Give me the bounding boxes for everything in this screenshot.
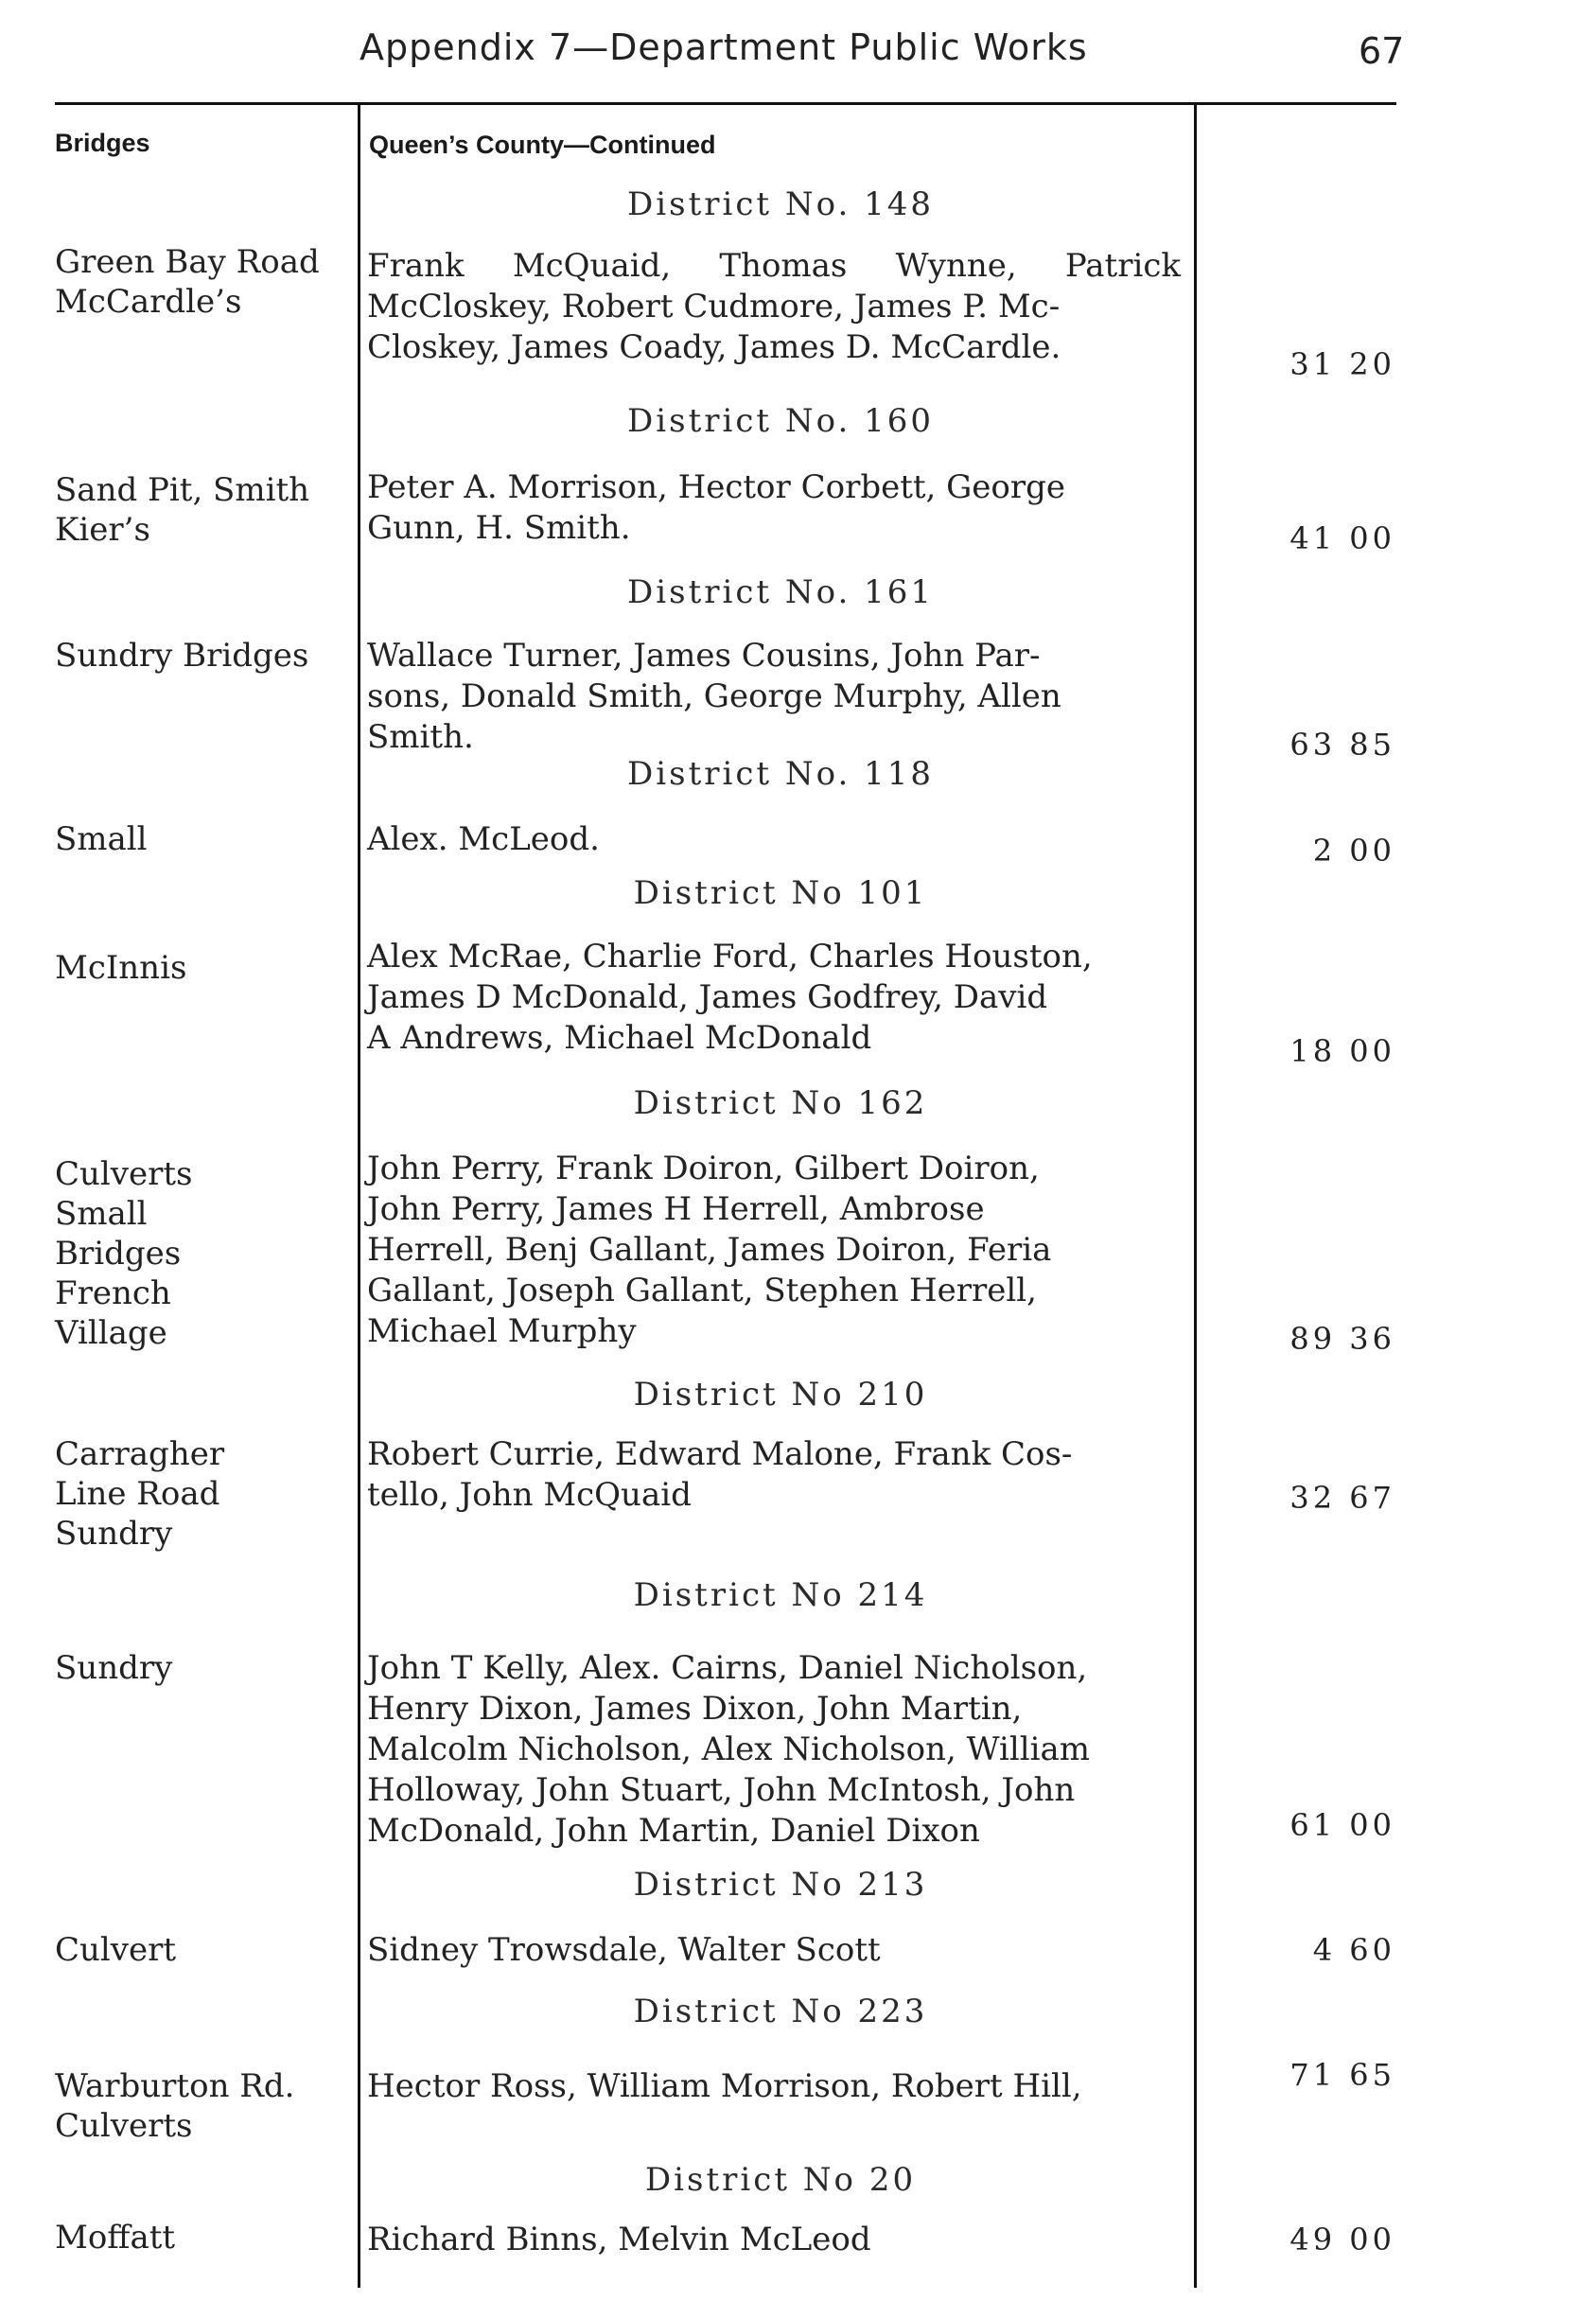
worker-names: Robert Currie, Edward Malone, Frank Cos- tello, John McQuaid bbox=[367, 1435, 1073, 1514]
bridge-name: Green Bay Road McCardle’s bbox=[55, 243, 320, 321]
amount: 61 00 bbox=[1289, 1807, 1395, 1843]
worker-names: Frank McQuaid, Thomas Wynne, Patrick McCloskey, Robert Cudmore, James P. Mc- Closkey, James Coady, James D. McCardle. bbox=[367, 247, 1181, 366]
district-heading: District No. 118 bbox=[626, 755, 935, 793]
bridge-name: Small bbox=[55, 820, 148, 858]
district-heading: District No 223 bbox=[633, 1993, 928, 2030]
county-column-heading: Queen’s County—Continued bbox=[369, 131, 716, 159]
worker-names: Alex McRae, Charlie Ford, Charles Houston, James D McDonald, James Godfrey, David A Andrews, Michael McDonald bbox=[367, 938, 1093, 1057]
amount: 32 67 bbox=[1289, 1480, 1395, 1516]
amount: 4 60 bbox=[1312, 1932, 1395, 1968]
worker-names: Alex. McLeod. bbox=[367, 820, 600, 858]
worker-names: Sidney Trowsdale, Walter Scott bbox=[367, 1931, 881, 1969]
worker-names: Peter A. Morrison, Hector Corbett, George Gunn, H. Smith. bbox=[367, 468, 1066, 547]
bridge-name: Sundry bbox=[55, 1649, 173, 1687]
page-header: Appendix 7—Department Public Works bbox=[360, 26, 1088, 68]
bridge-name: Carragher Line Road Sundry bbox=[55, 1435, 225, 1553]
district-heading: District No 213 bbox=[633, 1866, 928, 1904]
worker-names: John Perry, Frank Doiron, Gilbert Doiron, John Perry, James H Herrell, Ambrose Herrell, Benj Gallant, James Doiron, Feria Gallant, Joseph Gallant, Stephen Herrell, Michael Murphy bbox=[367, 1150, 1052, 1350]
amount: 41 00 bbox=[1289, 520, 1395, 556]
district-heading: District No 210 bbox=[633, 1376, 928, 1414]
amount: 31 20 bbox=[1289, 346, 1395, 382]
amount: 71 65 bbox=[1289, 2057, 1395, 2093]
bridge-name: Moffatt bbox=[55, 2219, 176, 2257]
amount: 18 00 bbox=[1289, 1033, 1395, 1069]
worker-names: John T Kelly, Alex. Cairns, Daniel Nicholson, Henry Dixon, James Dixon, John Martin, Malcolm Nicholson, Alex Nicholson, William Holloway, John Stuart, John McIntosh, John McDonald, John Martin, Daniel Dixon bbox=[367, 1649, 1090, 1850]
district-heading: District No. 161 bbox=[626, 573, 935, 611]
district-heading: District No. 148 bbox=[626, 185, 935, 223]
column-divider-left bbox=[358, 102, 360, 2288]
district-heading: District No 101 bbox=[633, 874, 928, 912]
bridges-column-heading: Bridges bbox=[55, 129, 150, 157]
worker-names: Hector Ross, William Morrison, Robert Hill, bbox=[367, 2067, 1082, 2105]
bridge-name: Sand Pit, Smith Kier’s bbox=[55, 471, 310, 549]
amount: 49 00 bbox=[1289, 2222, 1395, 2257]
amount: 63 85 bbox=[1289, 727, 1395, 763]
bridge-name: Culverts Small Bridges French Village bbox=[55, 1155, 193, 1352]
district-heading: District No 20 bbox=[644, 2161, 917, 2199]
page-number: 67 bbox=[1359, 30, 1405, 72]
amount: 2 00 bbox=[1312, 833, 1395, 869]
district-heading: District No. 160 bbox=[626, 402, 935, 440]
bridge-name: Sundry Bridges bbox=[55, 637, 309, 675]
worker-names: Richard Binns, Melvin McLeod bbox=[367, 2221, 871, 2258]
bridge-name: Culvert bbox=[55, 1931, 177, 1969]
district-heading: District No 162 bbox=[633, 1084, 928, 1122]
worker-names: Wallace Turner, James Cousins, John Par- sons, Donald Smith, George Murphy, Allen Smith. bbox=[367, 637, 1061, 756]
amount: 89 36 bbox=[1289, 1321, 1395, 1357]
bridge-name: McInnis bbox=[55, 949, 187, 987]
district-heading: District No 214 bbox=[633, 1576, 928, 1614]
bridge-name: Warburton Rd. Culverts bbox=[55, 2067, 295, 2145]
